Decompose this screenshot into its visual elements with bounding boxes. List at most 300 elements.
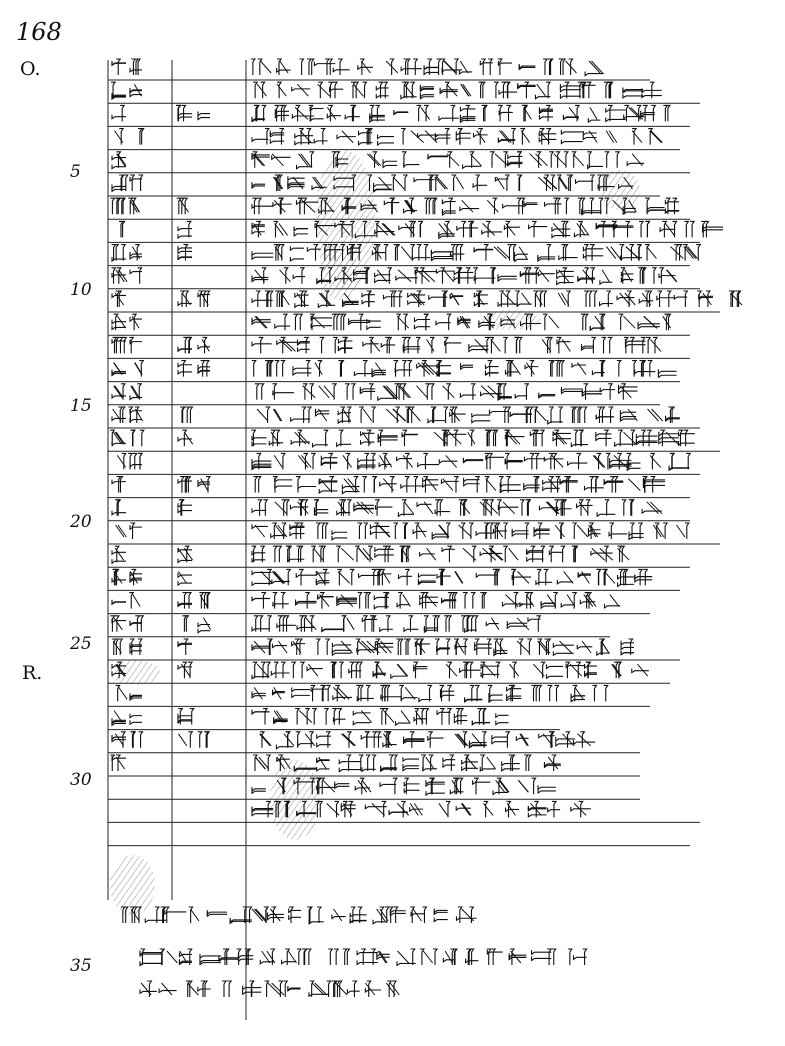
cuneiform-sign [338,361,343,377]
cuneiform-sign [117,453,125,469]
cuneiform-sign [410,803,423,815]
cuneiform-sign [434,175,448,191]
cuneiform-sign [530,430,544,446]
cuneiform-sign [482,105,487,121]
cuneiform-sign [391,175,407,191]
cuneiform-sign [341,732,355,748]
cuneiform-sign [360,384,375,400]
cuneiform-sign [498,129,515,145]
cuneiform-sign [461,363,473,369]
cuneiform-sign [435,639,450,655]
cuneiform-sign [528,616,541,632]
cuneiform-sign [524,755,531,771]
cuneiform-sign [295,291,309,307]
cuneiform-sign [617,291,635,307]
cuneiform-sign [291,430,310,446]
cuneiform-sign [632,129,642,145]
cuneiform-sign [663,314,671,330]
cuneiform-sign [487,949,503,965]
cuneiform-sign [130,714,142,725]
cuneiform-sign [538,270,554,282]
cuneiform-sign [355,546,373,562]
cuneiform-sign [678,430,694,446]
cuneiform-sign [557,268,574,285]
cuneiform-sign [459,61,472,74]
cuneiform-sign [130,314,142,330]
cuneiform-sign [459,523,473,539]
cuneiform-sign [423,477,439,493]
cuneiform-sign [342,616,354,632]
cuneiform-sign [362,616,377,632]
cuneiform-sign [207,910,227,916]
cuneiform-sign [587,152,603,169]
cuneiform-sign [198,732,209,748]
cuneiform-sign [592,685,607,701]
cuneiform-sign [456,129,470,145]
cuneiform-sign [473,778,491,794]
cuneiform-sign [277,337,298,353]
cuneiform-sign [617,546,629,562]
cuneiform-sign [463,593,475,609]
cuneiform-sign [294,227,308,236]
cuneiform-sign [413,662,427,678]
cuneiform-sign [312,709,328,725]
cuneiform-sign [290,500,308,516]
cuneiform-sign [508,152,523,168]
cuneiform-sign [397,593,410,609]
cuneiform-sign [474,291,488,307]
cuneiform-sign [401,59,422,75]
cuneiform-sign [561,593,576,609]
cuneiform-sign [273,221,287,237]
cuneiform-sign [297,152,314,169]
cuneiform-sign [414,175,435,191]
cuneiform-sign [318,593,334,609]
cuneiform-sign [671,245,684,261]
cuneiform-sign [496,713,509,724]
cuneiform-sign [460,384,475,400]
cuneiform-sign [379,569,391,585]
cuneiform-sign [624,337,646,353]
cuneiform-sign [130,175,143,191]
cuneiform-sign [273,593,289,609]
cuneiform-sign [452,175,464,191]
cuneiform-sign [300,59,314,75]
cuneiform-sign [198,112,210,120]
cuneiform-sign [474,245,493,261]
cuneiform-sign [504,430,524,446]
cuneiform-sign [557,175,573,191]
cuneiform-sign [373,662,386,678]
cuneiform-sign [375,639,393,655]
cuneiform-sign [353,711,371,725]
cuneiform-sign [112,363,126,376]
cuneiform-sign [418,131,438,143]
cuneiform-sign [296,732,315,748]
cuneiform-sign [362,755,376,771]
cuneiform-sign [330,662,343,678]
cuneiform-sign [439,105,459,121]
cuneiform-sign [580,593,596,609]
cuneiform-sign [414,639,430,655]
cuneiform-sign [585,662,597,678]
cuneiform-sign [499,82,517,98]
cuneiform-sign [370,523,390,539]
cuneiform-sign [639,291,653,307]
cuneiform-sign [541,593,557,609]
cuneiform-sign [112,105,126,121]
cuneiform-sign [442,546,455,562]
cuneiform-sign [260,732,272,748]
cuneiform-sign [456,803,471,815]
cuneiform-sign [666,407,680,423]
cuneiform-sign [581,82,596,98]
cuneiform-sign [498,105,513,121]
cuneiform-sign [318,82,330,98]
cuneiform-sign [310,314,332,330]
cuneiform-sign [455,571,463,583]
cuneiform-sign [439,801,450,817]
cuneiform-sign [198,477,210,493]
cuneiform-sign [129,337,142,353]
cuneiform-sign [420,593,438,609]
cuneiform-sign [404,778,419,794]
cuneiform-sign [400,546,411,562]
cuneiform-sign [376,82,388,98]
cuneiform-sign [539,732,555,748]
cuneiform-sign [112,569,126,585]
cuneiform-sign [542,337,552,353]
cuneiform-sign [463,546,476,562]
cuneiform-sign [130,616,143,632]
cuneiform-sign [358,59,373,75]
cuneiform-sign [455,732,468,748]
cuneiform-sign [591,546,613,562]
cuneiform-sign [645,198,664,214]
cuneiform-sign [362,477,376,493]
cuneiform-sign [177,198,189,214]
cuneiform-sign [584,477,603,493]
cuneiform-sign [307,907,324,924]
cuneiform-sign [252,361,273,377]
cuneiform-sign [543,477,560,493]
cuneiform-sign [498,291,518,307]
cuneiform-sign [510,407,532,423]
cuneiform-sign [272,569,290,585]
cuneiform-sign [252,687,266,699]
cuneiform-sign [317,732,331,748]
cuneiform-sign [454,639,467,655]
cuneiform-sign [180,407,192,423]
cuneiform-sign [404,616,418,632]
cuneiform-sign [495,175,509,191]
cuneiform-sign [273,546,281,562]
cuneiform-sign [397,453,413,469]
cuneiform-sign [178,361,192,377]
cuneiform-sign [380,477,397,493]
cuneiform-sign [549,152,568,168]
cuneiform-sign [440,82,458,98]
cuneiform-sign [621,639,634,655]
cuneiform-sign [316,639,329,655]
cuneiform-sign [520,593,534,609]
cuneiform-sign [399,569,413,585]
cuneiform-sign [571,430,588,446]
cuneiform-sign [396,639,410,655]
cuneiform-sign [396,314,408,330]
cuneiform-sign [415,268,437,284]
line-number-20: 20 [70,512,92,532]
cuneiform-sign [361,732,382,748]
cuneiform-sign [573,949,586,965]
cuneiform-sign [393,523,407,539]
cuneiform-sign [497,500,518,516]
cuneiform-sign [650,453,661,469]
cuneiform-sign [252,221,265,237]
cuneiform-sign [510,662,519,678]
cuneiform-sign [359,129,373,145]
cuneiform-sign [396,711,411,726]
cuneiform-sign [530,152,548,168]
cuneiform-sign [548,685,559,701]
cuneiform-sign [524,453,545,469]
cuneiform-sign [663,105,670,121]
cuneiform-sign [571,407,587,423]
cuneiform-sign [600,270,612,284]
cuneiform-sign [292,84,311,96]
cuneiform-sign [485,453,504,469]
cuneiform-sign [552,949,572,965]
cuneiform-sign [332,314,346,330]
cuneiform-sign [112,500,126,516]
cuneiform-sign [295,709,312,725]
cuneiform-sign [268,907,284,923]
cuneiform-sign [517,175,522,191]
cuneiform-sign [450,778,463,794]
cuneiform-sign [627,154,644,166]
cuneiform-sign [557,500,571,516]
cuneiform-sign [293,268,305,284]
cuneiform-sign [314,59,335,75]
cuneiform-sign [420,949,437,965]
cuneiform-sign [145,907,166,923]
cuneiform-sign [460,200,479,212]
hatched-damage [110,660,160,685]
cuneiform-sign [273,175,283,191]
cuneiform-sign [343,453,352,469]
line-number-5: 5 [70,162,81,182]
cuneiform-sign [347,981,359,997]
cuneiform-sign [629,523,644,539]
cuneiform-sign [421,755,437,771]
cuneiform-sign [273,687,285,699]
cuneiform-sign [480,755,495,771]
cuneiform-sign [198,337,210,353]
cuneiform-sign [286,546,305,562]
cuneiform-sign [642,82,662,98]
cuneiform-sign [252,524,268,537]
line-number-10: 10 [70,280,92,300]
cuneiform-sign [511,569,531,585]
cuneiform-sign [596,407,614,423]
cuneiform-sign [515,247,528,262]
cuneiform-sign [408,291,426,307]
cuneiform-sign [328,82,343,98]
cuneiform-sign [588,107,600,122]
cuneiform-sign [539,500,558,516]
cuneiform-sign [293,314,302,330]
cuneiform-sign [402,337,420,353]
cuneiform-sign [401,477,422,493]
cuneiform-sign [372,363,386,377]
cuneiform-sign [505,361,520,377]
cuneiform-sign [553,430,571,446]
cuneiform-sign [130,639,142,655]
cuneiform-sign [252,593,270,609]
cuneiform-sign [377,951,390,963]
cuneiform-sign [269,430,283,446]
cuneiform-sign [130,245,142,261]
cuneiform-sign [436,361,451,377]
cuneiform-sign [517,639,531,655]
cuneiform-sign [503,546,518,562]
cuneiform-sign [401,129,424,145]
cuneiform-sign [635,361,656,377]
cuneiform-sign [405,407,420,423]
cuneiform-sign [456,907,476,923]
cuneiform-sign [252,268,268,284]
cuneiform-sign [394,110,408,115]
cuneiform-sign [112,711,126,726]
cuneiform-sign [539,105,552,121]
cuneiform-sign [582,337,596,353]
cuneiform-sign [354,502,374,514]
cuneiform-sign [572,152,584,168]
cuneiform-sign [561,59,576,75]
cuneiform-sign [677,523,689,539]
cuneiform-sign [112,152,126,169]
cuneiform-sign [612,221,633,237]
cuneiform-sign [260,949,275,965]
cuneiform-sign [507,685,522,701]
cuneiform-sign [518,778,535,794]
cuneiform-sign [252,291,273,307]
cuneiform-sign [483,801,493,817]
cuneiform-sign [350,907,366,923]
cuneiform-sign [178,477,192,493]
cuneiform-sign [544,755,560,771]
cuneiform-sign [424,616,439,632]
cuneiform-sign [252,787,266,793]
cuneiform-sign [178,546,193,562]
cuneiform-sign [178,662,192,678]
cuneiform-sign [512,523,528,539]
cuneiform-sign [443,755,455,771]
cuneiform-sign [443,949,457,965]
cuneiform-sign [380,709,394,725]
cuneiform-sign [338,337,352,353]
cuneiform-sign [621,268,634,284]
cuneiform-sign [319,384,336,400]
cuneiform-sign [332,709,345,725]
cuneiform-sign [298,453,315,469]
cuneiform-sign [428,154,448,159]
cuneiform-sign [543,314,559,330]
cuneiform-sign [292,688,310,698]
cuneiform-sign [548,801,560,817]
cuneiform-sign [297,337,309,353]
cuneiform-sign [338,407,351,423]
cuneiform-sign [578,268,595,284]
cuneiform-sign [275,314,290,330]
cuneiform-sign [597,500,615,516]
cuneiform-sign [669,453,690,470]
cuneiform-sign [479,82,498,98]
cuneiform-sign [296,569,317,585]
cuneiform-sign [493,523,507,539]
cuneiform-sign [349,662,362,678]
cuneiform-sign [357,523,367,539]
cuneiform-sign [597,639,610,655]
cuneiform-sign [557,337,571,353]
cuneiform-sign [373,907,389,924]
cuneiform-sign [112,245,126,261]
cuneiform-sign [418,573,435,584]
plate-number: 168 [16,18,62,46]
cuneiform-sign [275,291,289,307]
cuneiform-sign [270,129,284,145]
cuneiform-sign [219,949,239,965]
cuneiform-sign [313,430,329,447]
cuneiform-sign [499,477,521,493]
cuneiform-sign [112,384,126,400]
cuneiform-sign [435,129,450,145]
cuneiform-sign [648,129,662,145]
cuneiform-sign [374,177,392,192]
cuneiform-sign [450,293,463,305]
hatched-damage [110,855,155,915]
cuneiform-sign [179,949,191,965]
cuneiform-sign [339,755,363,772]
cuneiform-sign [293,361,311,377]
cuneiform-sign [469,337,489,353]
cuneiform-sign [440,685,455,701]
cuneiform-sign [332,981,348,997]
cuneiform-sign [604,477,623,493]
cuneiform-sign [605,595,621,608]
cuneiform-sign [198,618,211,633]
obverse-label: O. [20,58,41,80]
cuneiform-sign [590,314,605,330]
cuneiform-sign [617,361,636,377]
cuneiform-sign [333,685,352,701]
cuneiform-sign [112,314,126,330]
cuneiform-sign [391,664,408,678]
cuneiform-sign [378,384,399,400]
cuneiform-sign [252,453,271,469]
cuneiform-sign [454,268,473,284]
cuneiform-sign [632,664,649,676]
cuneiform-sign [165,907,187,923]
cuneiform-sign [472,709,490,725]
cuneiform-sign [524,477,540,493]
cuneiform-sign [461,84,471,96]
cuneiform-sign [178,709,194,725]
cuneiform-sign [602,337,612,353]
cuneiform-sign [230,907,252,923]
cuneiform-sign [252,907,268,923]
cuneiform-sign [547,664,563,678]
